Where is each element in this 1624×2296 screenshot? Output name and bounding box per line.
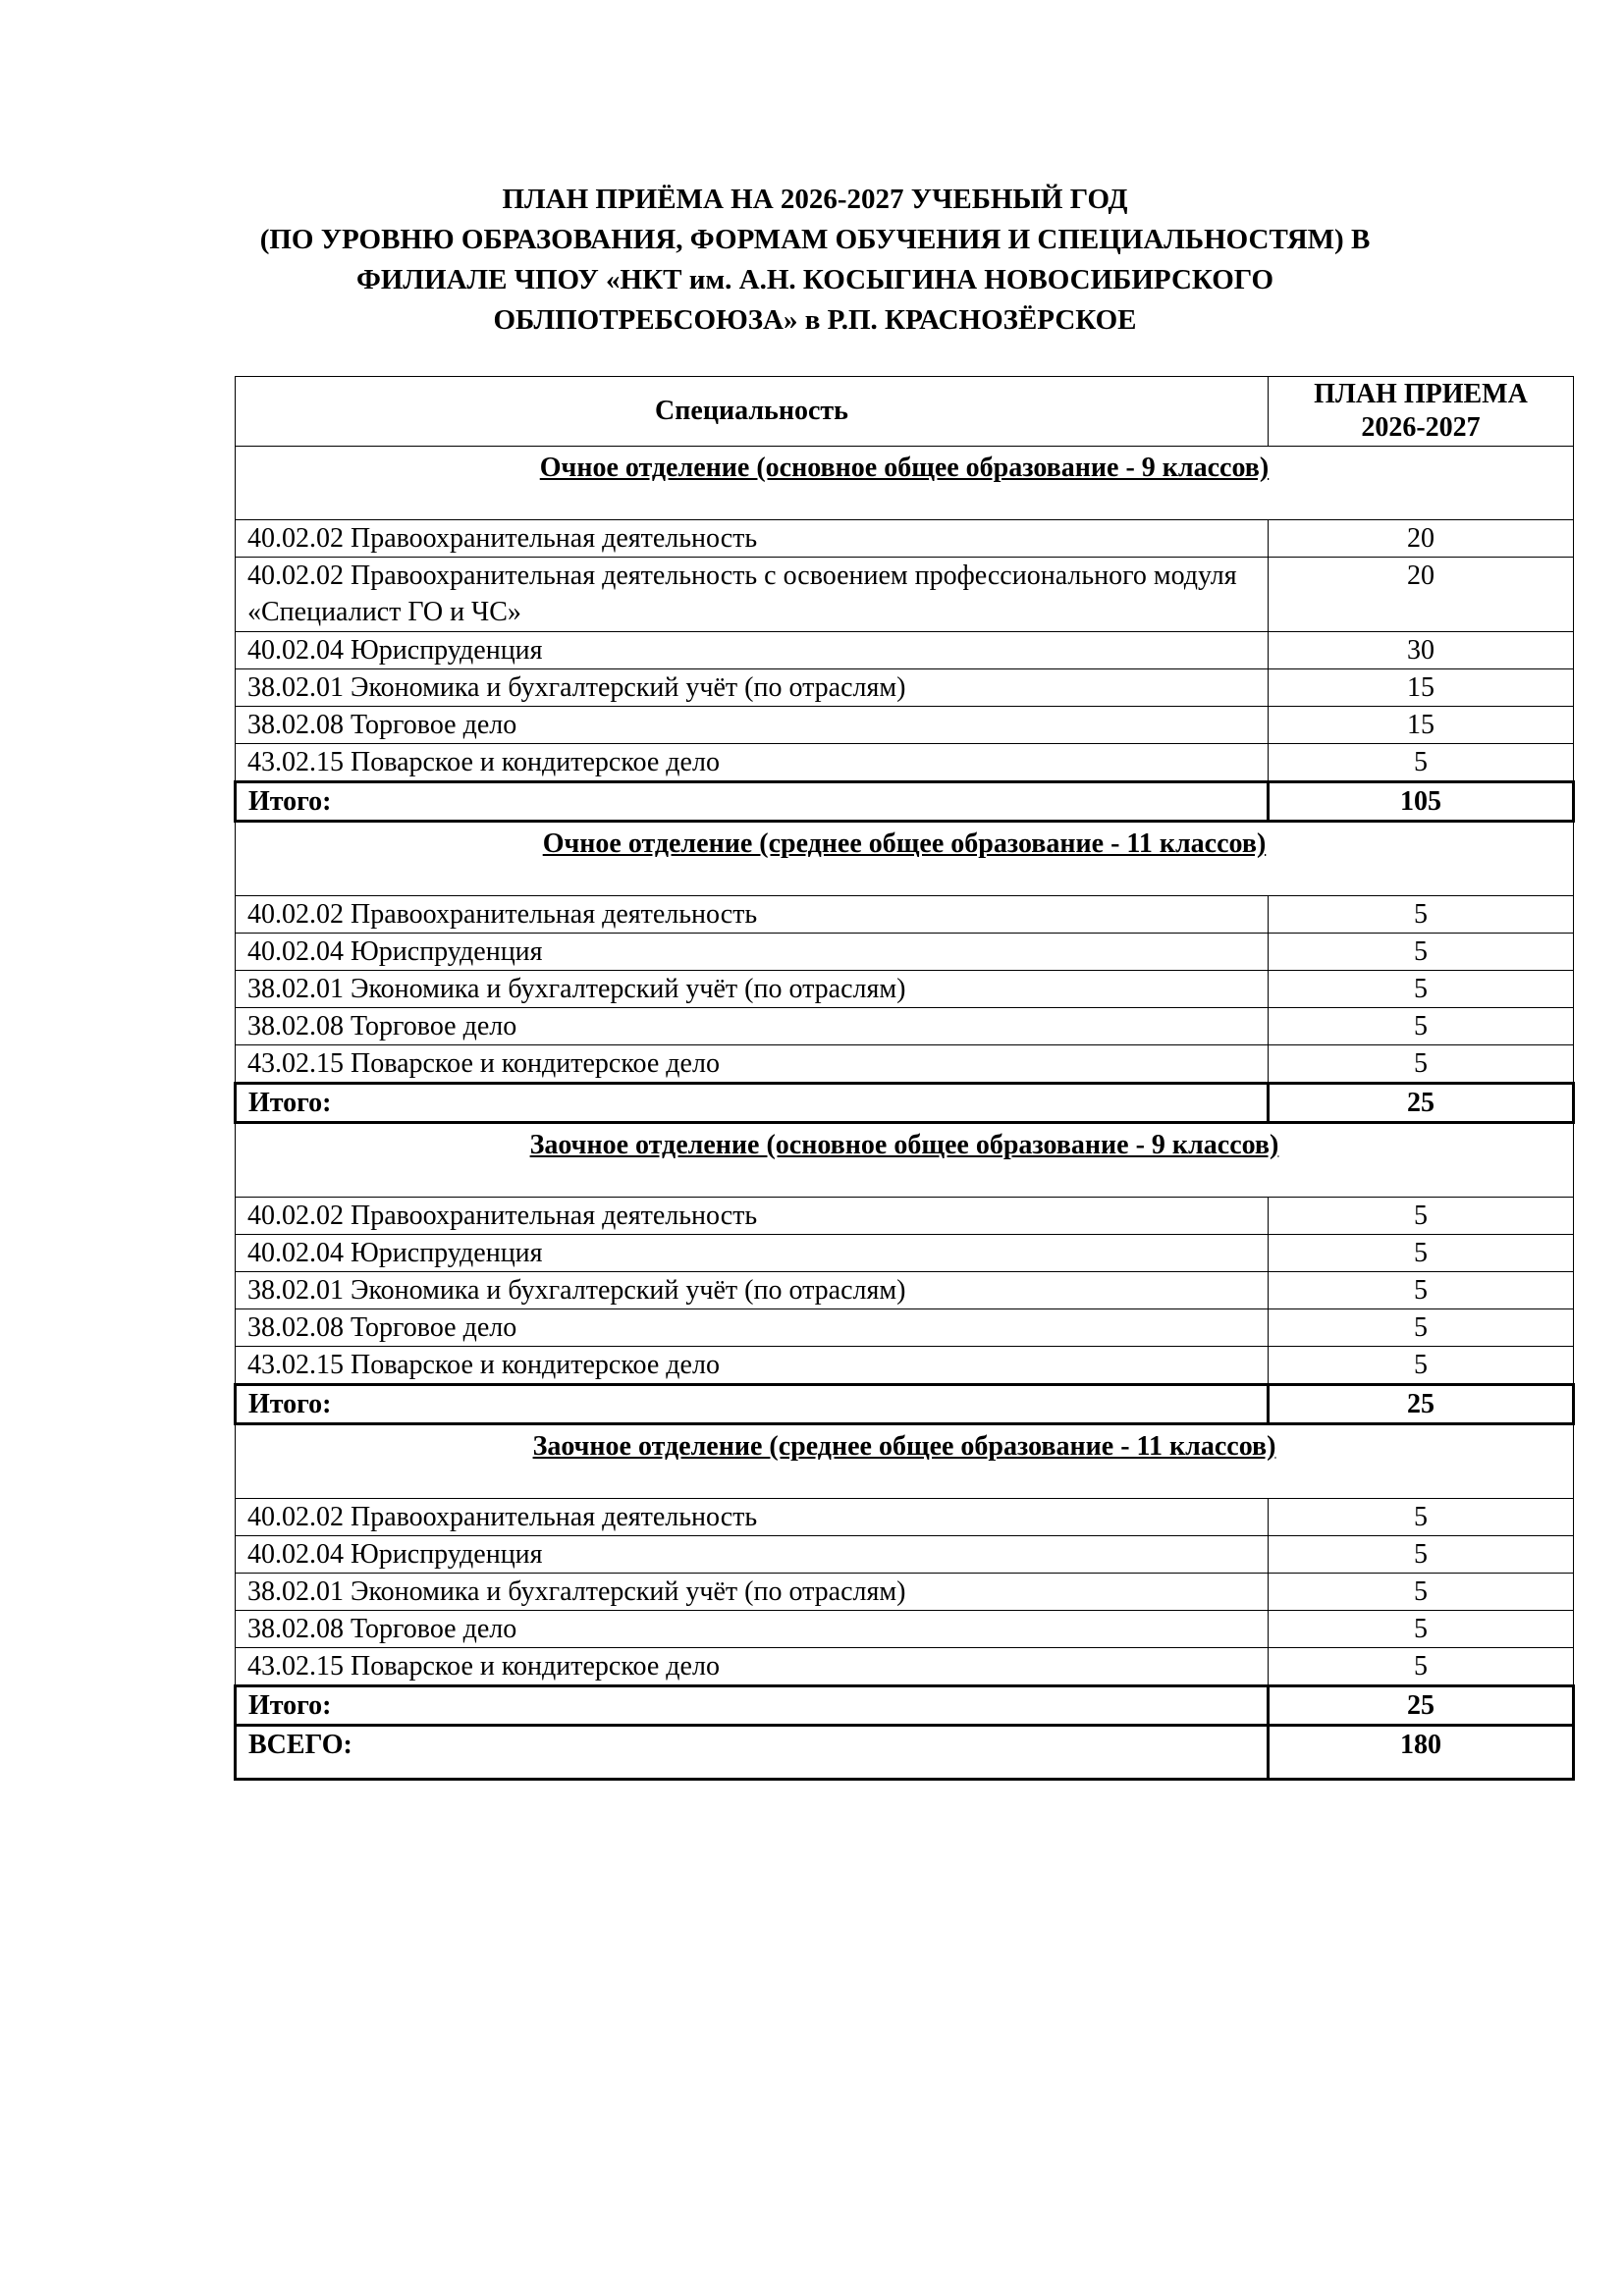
plan-cell: 5 <box>1269 896 1574 934</box>
table-row <box>236 744 1574 782</box>
table-row <box>236 1198 1574 1235</box>
plan-cell: 15 <box>1269 669 1574 707</box>
specialty-cell: 38.02.01 Экономика и бухгалтерский учёт (по отраслям) <box>236 1574 1269 1611</box>
specialty-cell: 40.02.04 Юриспруденция <box>236 1536 1269 1574</box>
admission-plan-table <box>234 376 1575 1781</box>
table-row <box>236 632 1574 669</box>
plan-cell: 5 <box>1269 1045 1574 1084</box>
table-row <box>236 896 1574 934</box>
plan-cell: 5 <box>1269 971 1574 1008</box>
specialty-cell: 40.02.04 Юриспруденция <box>236 632 1269 669</box>
table-row <box>236 520 1574 558</box>
section-title-row <box>236 1424 1574 1499</box>
title-line-1: ПЛАН ПРИЁМА НА 2026-2027 УЧЕБНЫЙ ГОД <box>502 184 1128 215</box>
title-line-2: (ПО УРОВНЮ ОБРАЗОВАНИЯ, ФОРМАМ ОБУЧЕНИЯ И СПЕЦИАЛЬНОСТЯМ) В <box>259 224 1371 255</box>
subtotal-value: 25 <box>1269 1385 1574 1424</box>
grand-total-row <box>236 1726 1574 1780</box>
section-title: Заочное отделение (основное общее образование - 9 классов) <box>236 1123 1574 1198</box>
header-specialty: Специальность <box>236 377 1269 447</box>
title-line-4: ОБЛПОТРЕБСОЮЗА» в Р.П. КРАСНОЗЁРСКОЕ <box>493 304 1137 336</box>
plan-cell: 5 <box>1269 1648 1574 1686</box>
section-title: Заочное отделение (среднее общее образование - 11 классов) <box>236 1424 1574 1499</box>
subtotal-value: 25 <box>1269 1686 1574 1726</box>
plan-cell: 5 <box>1269 744 1574 782</box>
table-row <box>236 1574 1574 1611</box>
section-title-row <box>236 447 1574 520</box>
specialty-cell: 38.02.08 Торговое дело <box>236 1309 1269 1347</box>
table-row <box>236 669 1574 707</box>
specialty-cell: 38.02.08 Торговое дело <box>236 707 1269 744</box>
subtotal-row <box>236 782 1574 822</box>
table-row <box>236 1536 1574 1574</box>
plan-cell: 5 <box>1269 1536 1574 1574</box>
subtotal-label: Итого: <box>236 782 1269 822</box>
table-header-row <box>236 377 1574 447</box>
plan-cell: 5 <box>1269 1611 1574 1648</box>
table-row <box>236 1648 1574 1686</box>
specialty-cell: 38.02.01 Экономика и бухгалтерский учёт (по отраслям) <box>236 1272 1269 1309</box>
header-plan-line-1: ПЛАН ПРИЕМА <box>1314 379 1528 409</box>
plan-cell: 5 <box>1269 1347 1574 1385</box>
section-title: Очное отделение (среднее общее образование - 11 классов) <box>236 822 1574 896</box>
specialty-cell: 40.02.04 Юриспруденция <box>236 934 1269 971</box>
plan-cell: 5 <box>1269 1008 1574 1045</box>
plan-cell: 30 <box>1269 632 1574 669</box>
table-row <box>236 1309 1574 1347</box>
table-row <box>236 1008 1574 1045</box>
specialty-cell: 43.02.15 Поварское и кондитерское дело <box>236 744 1269 782</box>
grand-total-label: ВСЕГО: <box>236 1726 1269 1780</box>
specialty-cell: 38.02.01 Экономика и бухгалтерский учёт (по отраслям) <box>236 669 1269 707</box>
table-row <box>236 1235 1574 1272</box>
table-row <box>236 1499 1574 1536</box>
subtotal-label: Итого: <box>236 1686 1269 1726</box>
specialty-cell: 38.02.01 Экономика и бухгалтерский учёт (по отраслям) <box>236 971 1269 1008</box>
plan-cell: 20 <box>1269 520 1574 558</box>
specialty-cell: 43.02.15 Поварское и кондитерское дело <box>236 1648 1269 1686</box>
header-plan <box>1269 377 1574 447</box>
subtotal-value: 105 <box>1269 782 1574 822</box>
table-row <box>236 1045 1574 1084</box>
section-title: Очное отделение (основное общее образование - 9 классов) <box>236 447 1574 520</box>
specialty-cell: 38.02.08 Торговое дело <box>236 1611 1269 1648</box>
subtotal-row <box>236 1686 1574 1726</box>
specialty-cell: 40.02.02 Правоохранительная деятельность <box>236 1499 1269 1536</box>
specialty-cell: 40.02.02 Правоохранительная деятельность <box>236 1198 1269 1235</box>
specialty-cell: 40.02.04 Юриспруденция <box>236 1235 1269 1272</box>
section-title-row <box>236 822 1574 896</box>
grand-total-value: 180 <box>1269 1726 1574 1780</box>
plan-cell: 5 <box>1269 934 1574 971</box>
table-row <box>236 558 1574 632</box>
plan-cell: 5 <box>1269 1309 1574 1347</box>
specialty-cell: 40.02.02 Правоохранительная деятельность <box>236 520 1269 558</box>
subtotal-label: Итого: <box>236 1385 1269 1424</box>
subtotal-label: Итого: <box>236 1084 1269 1123</box>
section-title-row <box>236 1123 1574 1198</box>
table-row <box>236 1272 1574 1309</box>
specialty-cell: 43.02.15 Поварское и кондитерское дело <box>236 1045 1269 1084</box>
specialty-cell: 38.02.08 Торговое дело <box>236 1008 1269 1045</box>
plan-cell: 5 <box>1269 1235 1574 1272</box>
table-row <box>236 1611 1574 1648</box>
plan-cell: 15 <box>1269 707 1574 744</box>
table-row <box>236 971 1574 1008</box>
table-row <box>236 1347 1574 1385</box>
plan-cell: 5 <box>1269 1272 1574 1309</box>
title-line-3: ФИЛИАЛЕ ЧПОУ «НКТ им. А.Н. КОСЫГИНА НОВОСИБИРСКОГО <box>355 264 1274 295</box>
subtotal-row <box>236 1385 1574 1424</box>
subtotal-row <box>236 1084 1574 1123</box>
plan-cell: 5 <box>1269 1574 1574 1611</box>
plan-cell: 5 <box>1269 1499 1574 1536</box>
document-title <box>196 180 1434 341</box>
table-row <box>236 934 1574 971</box>
subtotal-value: 25 <box>1269 1084 1574 1123</box>
specialty-cell: 40.02.02 Правоохранительная деятельность <box>236 896 1269 934</box>
table-row <box>236 707 1574 744</box>
header-plan-line-2: 2026-2027 <box>1361 412 1481 443</box>
plan-cell: 5 <box>1269 1198 1574 1235</box>
specialty-cell: 43.02.15 Поварское и кондитерское дело <box>236 1347 1269 1385</box>
specialty-cell: 40.02.02 Правоохранительная деятельность с освоением профессионального модуля «Специалист ГО и ЧС» <box>236 558 1269 632</box>
plan-cell: 20 <box>1269 558 1574 632</box>
